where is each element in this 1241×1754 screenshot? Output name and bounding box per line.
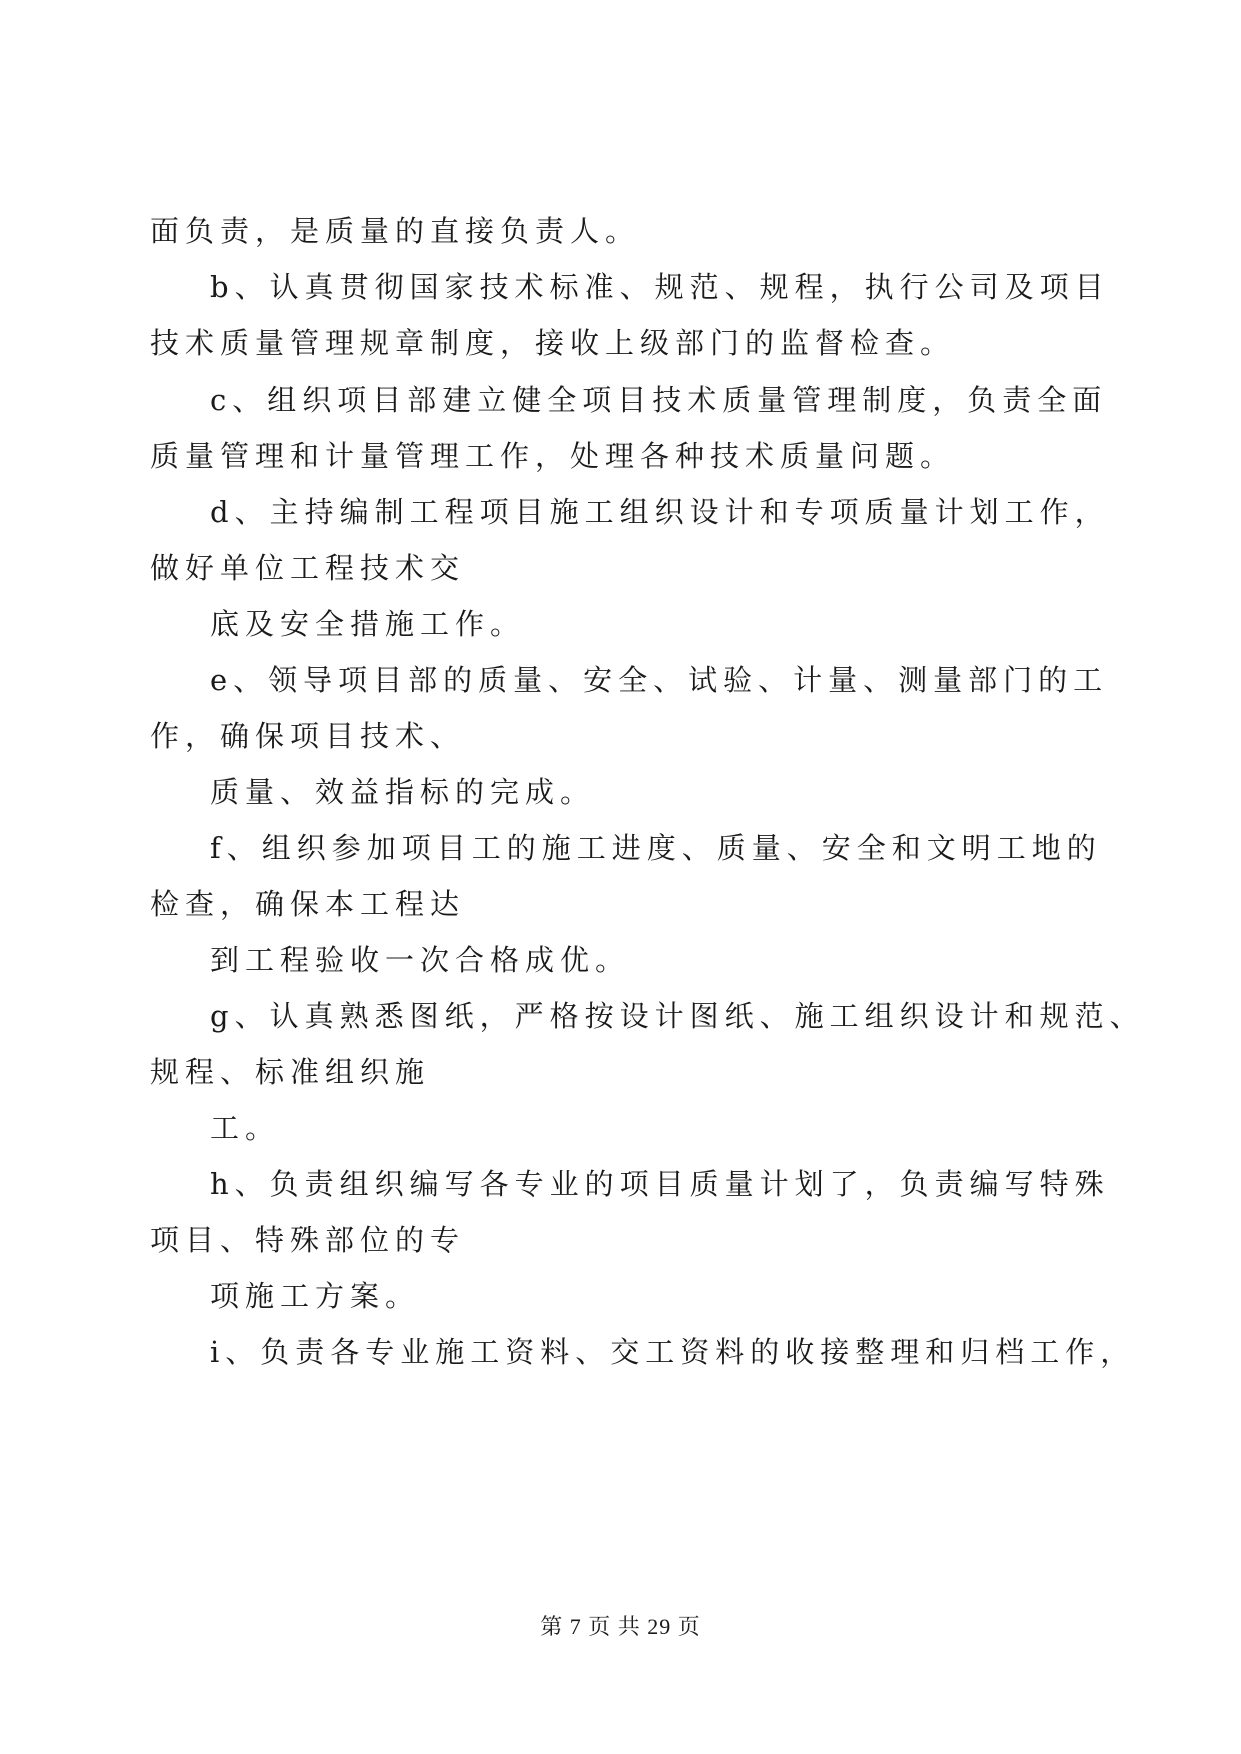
text-line: 规程、标准组织施: [150, 1055, 431, 1089]
text-line: 质量、效益指标的完成。: [210, 775, 596, 809]
page-number-footer: 第 7 页 共 29 页: [540, 1614, 701, 1639]
text-line: 到工程验收一次合格成优。: [210, 943, 631, 977]
text-line: g、认真熟悉图纸，严格按设计图纸、施工组织设计和规范、: [210, 999, 1145, 1033]
text-line: 项施工方案。: [210, 1279, 421, 1313]
text-line: h、负责组织编写各专业的项目质量计划了，负责编写特殊: [210, 1167, 1110, 1201]
text-line: b、认真贯彻国家技术标准、规范、规程，执行公司及项目: [210, 270, 1110, 304]
text-line: 质量管理和计量管理工作，处理各种技术质量问题。: [150, 439, 956, 473]
text-line: 面负责，是质量的直接负责人。: [150, 214, 641, 248]
text-line: f、组织参加项目工的施工进度、质量、安全和文明工地的: [210, 831, 1102, 865]
text-line: 工。: [210, 1111, 281, 1145]
text-line: 底及安全措施工作。: [210, 607, 526, 641]
text-line: e、领导项目部的质量、安全、试验、计量、测量部门的工: [210, 663, 1109, 697]
text-line: c、组织项目部建立健全项目技术质量管理制度，负责全面: [210, 383, 1108, 417]
text-line: 技术质量管理规章制度，接收上级部门的监督检查。: [150, 326, 956, 360]
text-line: 项目、特殊部位的专: [150, 1223, 466, 1257]
text-line: 检查，确保本工程达: [150, 887, 466, 921]
text-line: 做好单位工程技术交: [150, 551, 466, 585]
text-line: 作，确保项目技术、: [150, 719, 466, 753]
text-line: i、负责各专业施工资料、交工资料的收接整理和归档工作，: [210, 1335, 1136, 1369]
text-line: d、主持编制工程项目施工组织设计和专项质量计划工作，: [210, 495, 1110, 529]
